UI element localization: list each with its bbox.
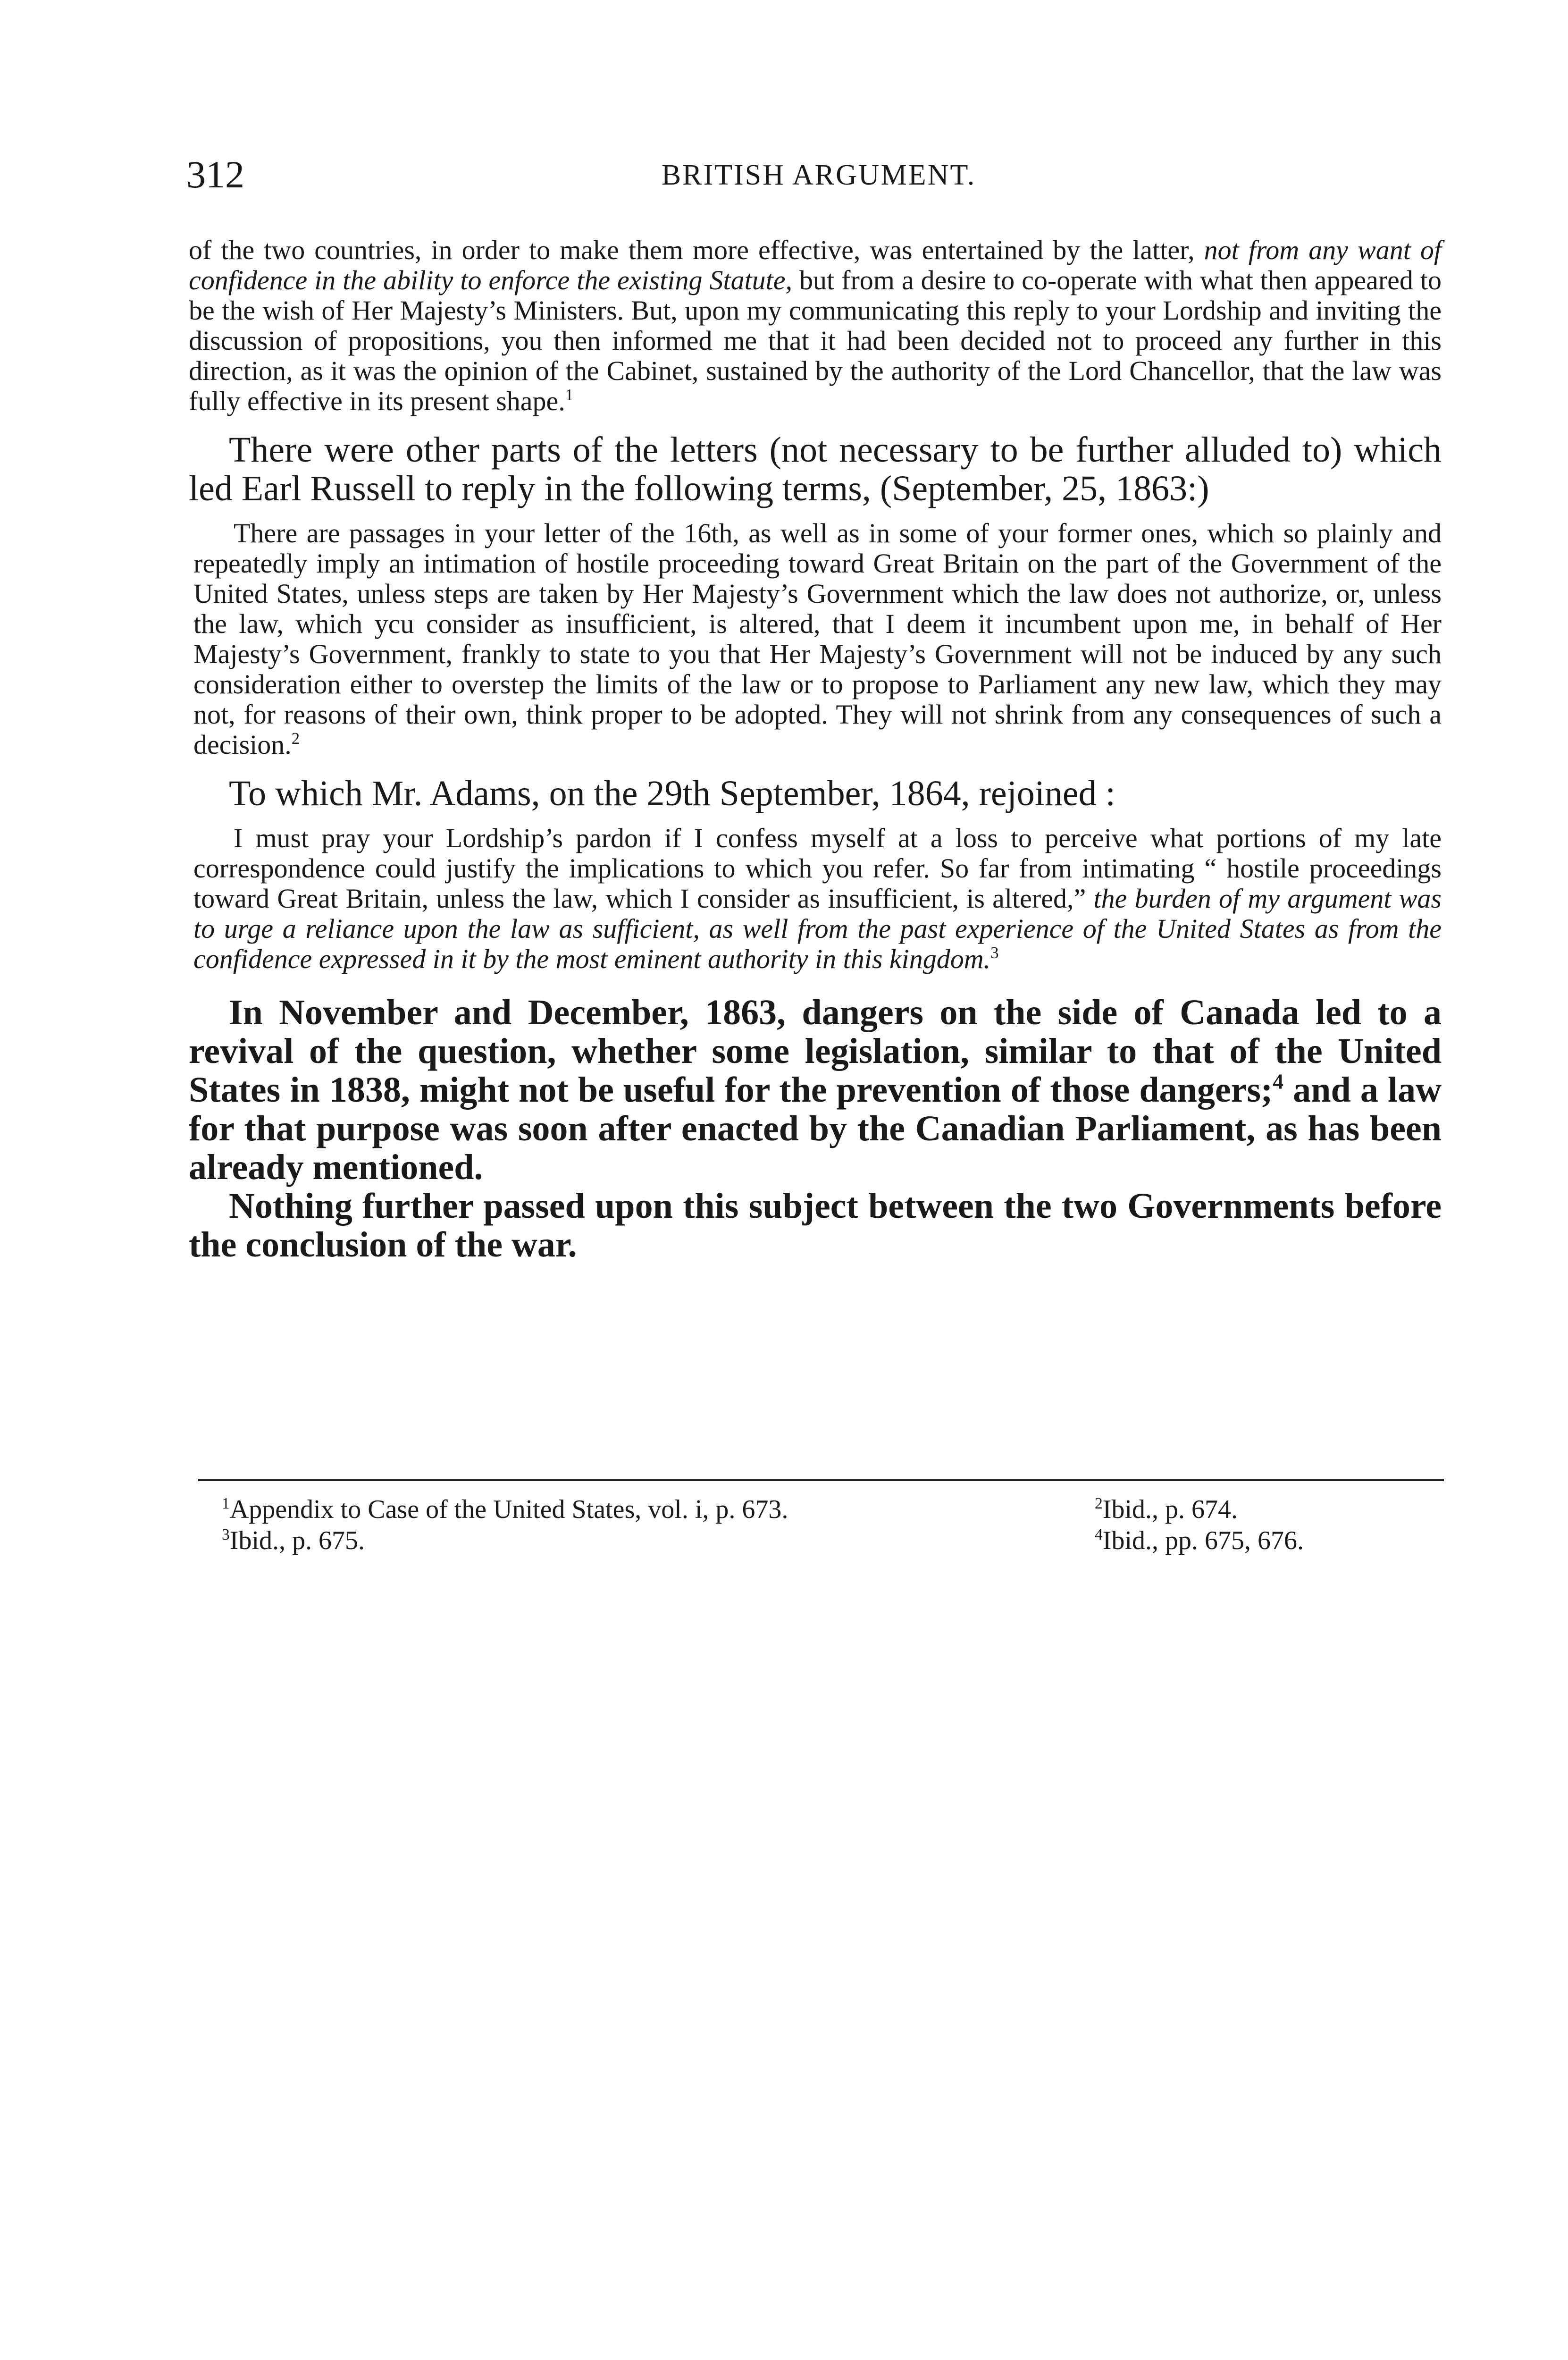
footnote-1 (222, 1494, 1095, 1525)
narrative-paragraph: There were other parts of the letters (not necessary to be further alluded to) which led Earl Russell to reply in the following terms, (September, 25, 1863:) (189, 430, 1442, 508)
quoted-letter-russell (189, 518, 1442, 760)
paragraph-text: I must pray your Lordship’s pardon if I confess myself at a loss to perceive what portions of my late correspondence could justify the implications to which you refer. So far from intimating “ hostile proceedings toward Great Britain, unless the law, which I consider as insufficient, is altered,” (193, 823, 1442, 914)
running-head: BRITISH ARGUMENT. (661, 159, 976, 191)
footnote-ref: 1 (565, 386, 574, 405)
letter-continuation-paragraph (189, 235, 1442, 416)
bold-paragraph: Nothing further passed upon this subject between the two Governments before the conclusion of the war. (189, 1186, 1442, 1264)
footnotes (222, 1494, 1439, 1556)
page-number: 312 (186, 153, 244, 196)
quoted-letter-adams (189, 823, 1442, 974)
footnote-row (222, 1494, 1439, 1525)
footnote-text: Appendix to Case of the United States, vol. i, p. 673. (229, 1495, 788, 1524)
footnote-row (222, 1525, 1439, 1556)
bold-paragraph (189, 993, 1442, 1187)
footnote-3 (222, 1525, 1095, 1556)
paragraph-text: but from a desire to co-operate with what then appeared to be the wish of Her Majesty’s Ministers. But, upon my communicating this reply to your Lordship and inviting the discussion of propositions, you then informed me that it had been decided not to proceed any further in this direction, as it was the opinion of the Cabinet, sustained by the authority of the Lord Chancellor, that the law was fully effective in its present shape. (189, 265, 1442, 416)
narrative-paragraph: To which Mr. Adams, on the 29th September, 1864, rejoined : (229, 774, 1115, 813)
footnote-ref: 3 (990, 944, 999, 962)
footnote-ref: 4 (1273, 1069, 1284, 1094)
footnote-mark: 1 (222, 1494, 230, 1512)
footnote-divider (198, 1479, 1444, 1481)
footnote-2 (1095, 1494, 1439, 1525)
paragraph-text: There are passages in your letter of the 16th, as well as in some of your former ones, which so plainly and repeatedly imply an intimation of hostile proceeding toward Great Britain on the part of the Government of the United States, unless steps are taken by Her Majesty’s Government which the law does not authorize, or, unless the law, which ycu consider as insufficient, is altered, that I deem it incumbent upon me, in behalf of Her Majesty’s Government, frankly to state to you that Her Majesty’s Government will not be induced by any such consideration either to overstep the limits of the law or to propose to Parliament any new law, which they may not, for reasons of their own, think proper to be adopted. They will not shrink from any consequences of such a decision. (193, 518, 1442, 760)
paragraph-text: and a law for that purpose was soon after enacted by the Canadian Parliament, as has been already mentioned. (189, 1070, 1442, 1187)
italic-emphasis: the burden of my argument was to urge a reliance upon the law as sufficient, as well from the past experience of the United States as from the confidence expressed in it by the most eminent authority in this kingdom. (193, 883, 1442, 974)
page-body (189, 235, 1442, 1264)
italic-emphasis: not from any want of confidence in the ability to enforce the existing Statute, (189, 235, 1442, 295)
footnote-ref: 2 (291, 729, 300, 748)
footnote-mark: 3 (222, 1526, 230, 1543)
paragraph-text: In November and December, 1863, dangers on the side of Canada led to a revival of the question, whether some legislation, similar to that of the United States in 1838, might not be useful for the prevention of those dangers; (189, 993, 1442, 1110)
paragraph-text: of the two countries, in order to make them more effective, was entertained by the latter, (189, 235, 1204, 265)
footnote-4 (1095, 1525, 1439, 1556)
footnote-text: Ibid., p. 675. (229, 1526, 365, 1555)
footnote-mark: 4 (1095, 1526, 1103, 1543)
page-header (186, 153, 1451, 196)
footnote-mark: 2 (1095, 1494, 1103, 1512)
footnote-text: Ibid., p. 674. (1102, 1495, 1238, 1524)
footnote-text: Ibid., pp. 675, 676. (1102, 1526, 1304, 1555)
